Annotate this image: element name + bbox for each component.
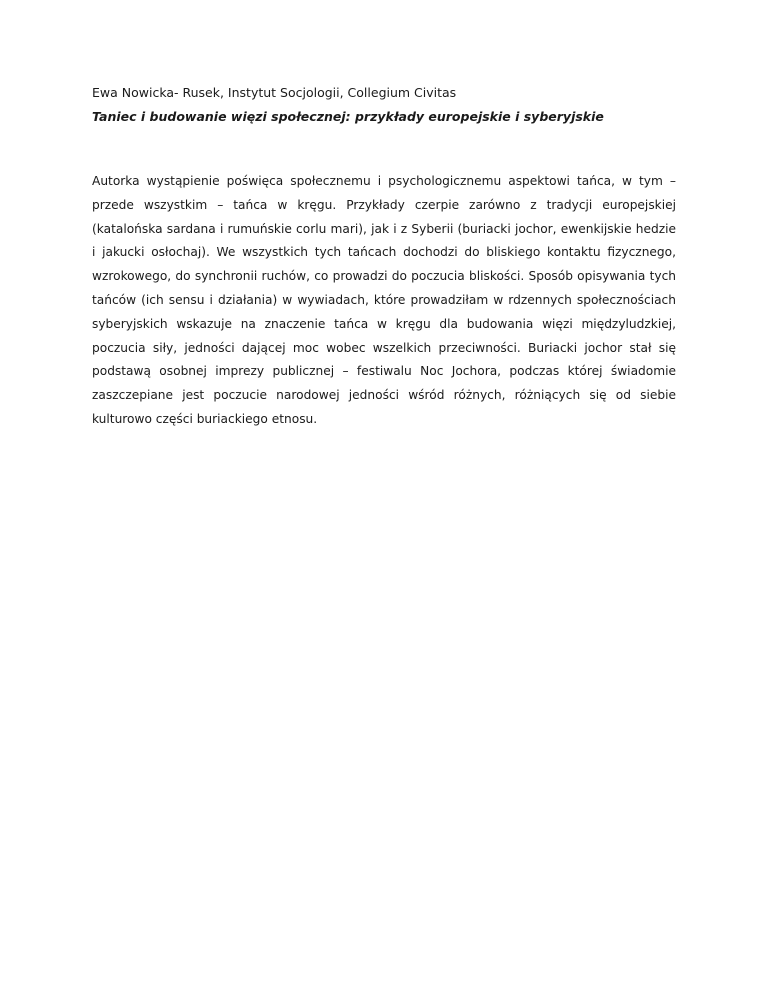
- abstract-paragraph: Autorka wystąpienie poświęca społecznemu i psychologicznemu aspektowi tańca, w tym – przede wszystkim – tańca w kręgu. Przykłady czerpie zarówno z tradycji europejskiej (katalońska sardana i rumuńskie corlu mari), jak i z Syberii (buriacki jochor, ewenkijskie hedzie i jakucki osłochaj). We wszystkich tych tańcach dochodzi do bliskiego kontaktu fizycznego, wzrokowego, do synchronii ruchów, co prowadzi do poczucia bliskości. Sposób opisywania tych tańców (ich sensu i działania) w wywiadach, które prowadziłam w rdzennych społecznościach syberyjskich wskazuje na znaczenie tańca w kręgu dla budowania więzi międzyludzkiej, poczucia siły, jedności dającej moc wobec wszelkich przeciwności. Buriacki jochor stał się podstawą osobnej imprezy publicznej – festiwalu Noc Jochora, podczas której świadomie zaszczepiane jest poczucie narodowej jedności wśród różnych, różniących się od siebie kulturowo części buriackiego etnosu.: [92, 174, 676, 426]
- paper-title: Taniec i budowanie więzi społecznej: przykłady europejskie i syberyjskie: [92, 109, 604, 124]
- author-affiliation: Ewa Nowicka- Rusek, Instytut Socjologii, Collegium Civitas: [92, 85, 457, 100]
